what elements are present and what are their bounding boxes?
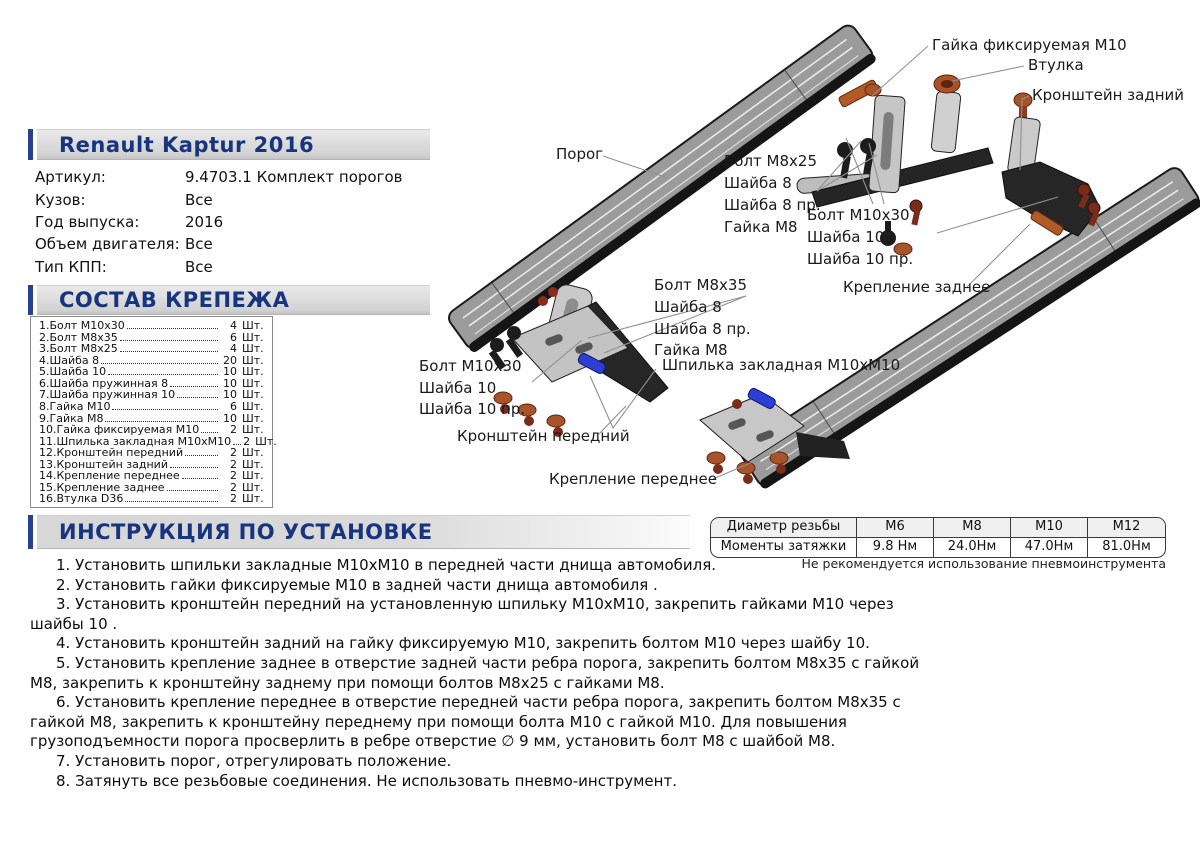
label-washer-8-spring: Шайба 8 пр. [724,196,821,214]
hardware-list [30,316,277,508]
part-qty: 4 [230,319,237,332]
step: 8. Затянуть все резьбовые соединения. Не использовать пневмо-инструмент. [56,771,677,790]
part-qty: 2 [230,457,237,471]
torque-value: 9.8 Нм [857,538,934,557]
torque-col-header: М6 [857,518,934,538]
rear-mount [1002,93,1100,236]
info-row [35,256,435,278]
label-washer-8-spring-front: Шайба 8 пр. [654,320,751,338]
part-qty: 20 [223,353,237,367]
dot-leader [177,397,218,398]
label-washer-10-spring-front: Шайба 10 пр. [419,400,526,418]
torque-value: 81.0Нм [1102,539,1151,554]
step: 2. Установить гайки фиксируемые М10 в задней части днища автомобиля . [56,575,658,594]
label-bolt-m8x35: Болт М8х35 [654,276,748,294]
part-qty: 10 [223,365,237,379]
label-rear-bracket: Кронштейн задний [1032,86,1185,104]
torque-value: 47.0Нм [1011,538,1088,557]
info-row [35,166,435,188]
part-unit: Шт. [242,446,264,460]
page-title: Renault Kaptur 2016 [59,132,315,157]
torque-value: 24.0Нм [934,538,1011,557]
part-unit: Шт. [242,353,264,367]
info-row [35,211,435,233]
instructions-title: ИНСТРУКЦИЯ ПО УСТАНОВКЕ [59,520,433,544]
blue-accent-stripe [28,285,33,315]
dot-leader [105,421,218,422]
info-value: Все [185,190,213,209]
part-name: 15.Крепление заднее [39,480,165,494]
part-qty: 10 [223,388,237,402]
part-qty: 6 [230,399,237,413]
part-name: 6.Шайба пружинная 8 [39,376,169,390]
dot-leader [170,386,218,387]
dot-leader [167,490,218,491]
part-unit: Шт. [242,411,264,425]
part-name: 8.Гайка М10 [39,399,111,413]
info-value: Все [185,257,213,276]
label-bolt-m8x25: Болт М8х25 [724,152,818,170]
label-embedded-stud: Шпилька закладная М10хМ10 [662,356,901,374]
part-name: 5.Шайба 10 [39,365,107,379]
step: 1. Установить шпильки закладные М10хМ10 в передней части днища автомобиля. [56,556,717,574]
part-name: 3.Болт М8х25 [39,342,118,356]
dot-leader [182,478,218,479]
info-value: 2016 [185,212,224,231]
torque-col-header: М10 [1011,518,1088,538]
dot-leader [127,328,218,329]
info-row [35,188,435,210]
label-rear-mount: Крепление заднее [843,278,991,296]
part-row [39,447,266,459]
dot-leader [120,351,218,352]
info-label: Тип КПП: [35,257,107,276]
dot-leader [120,340,218,341]
part-name: 7.Шайба пружинная 10 [39,388,176,402]
part-name: 11.Шпилька закладная М10хМ10 [39,434,232,448]
part-unit: Шт. [242,342,264,356]
label-bushing: Втулка [1028,56,1084,74]
vehicle-info [35,166,435,278]
part-name: 14.Крепление переднее [39,469,180,483]
part-name: 10.Гайка фиксируемая М10 [39,423,200,437]
info-label: Кузов: [35,190,86,209]
part-row [39,401,266,413]
info-value: Все [185,235,213,254]
instructions-header [28,515,690,549]
part-unit: Шт. [242,330,264,344]
info-label: Год выпуска: [35,212,140,231]
info-value: 9.4703.1 Комплект порогов [185,168,403,187]
part-row [39,320,266,332]
step: 4. Установить кронштейн задний на гайку фиксируемую М10, закрепить болтом М10 через шайбу 10. [56,634,870,653]
label-bolt-m10x30-front: Болт М10х30 [419,357,522,375]
part-qty: 6 [230,330,237,344]
part-unit: Шт. [242,376,264,390]
label-washer-8: Шайба 8 [724,174,792,192]
part-qty: 2 [230,480,237,494]
part-qty: 2 [230,446,237,460]
part-qty: 10 [223,376,237,390]
part-unit: Шт. [242,457,264,471]
label-front-bracket: Кронштейн передний [457,427,630,445]
part-name: 13.Кронштейн задний [39,457,168,471]
label-porog: Порог [556,145,604,163]
blue-accent-stripe [28,129,33,160]
info-label: Объем двигателя: [35,235,180,254]
part-name: 1.Болт М10х30 [39,319,125,332]
label-nut-m8: Гайка М8 [724,218,798,236]
label-washer-10-spring-rear: Шайба 10 пр. [807,250,914,268]
part-unit: Шт. [242,469,264,483]
part-unit: Шт. [255,434,277,448]
step: 3. Установить кронштейн передний на установленную шпильку М10хМ10, закрепить гайками М10 через шайбы 10 . [30,595,894,633]
part-qty: 2 [230,423,237,437]
dot-leader [185,455,218,456]
label-nut-m8-front: Гайка М8 [654,341,728,359]
torque-col-header: М8 [934,518,1011,538]
torque-col-header: Диаметр резьбы [711,518,857,538]
info-row [35,233,435,255]
part-qty: 2 [230,469,237,483]
blue-accent-stripe [28,515,33,549]
part-unit: Шт. [242,388,264,402]
model-header [28,129,430,160]
part-name: 12.Кронштейн передний [39,446,184,460]
hardware-title: СОСТАВ КРЕПЕЖА [59,288,290,312]
dot-leader [108,374,218,375]
dot-leader [112,409,218,410]
torque-col-header: М12 [1088,518,1165,538]
info-label: Артикул: [35,168,106,187]
dot-leader [233,444,241,445]
label-washer-10-rear: Шайба 10 [807,228,885,246]
dot-leader [101,363,218,364]
dot-leader [125,501,218,502]
part-name: 4.Шайба 8 [39,353,100,367]
torque-table [710,517,1166,558]
step: 5. Установить крепление заднее в отверстие задней части ребра порога, закрепить болтом М8х35 с гайкой М8, закрепить к кронштейну заднему при помощи болтов М8х25 с гайками М8. [30,653,920,692]
part-row [39,424,266,436]
part-qty: 4 [230,342,237,356]
label-washer-8-front: Шайба 8 [654,298,722,316]
part-unit: Шт. [242,480,264,494]
pneumatic-tool-note: Не рекомендуется использование пневмоинструмента [801,556,1166,571]
part-name: 9.Гайка М8 [39,411,104,425]
part-unit: Шт. [242,399,264,413]
part-qty: 2 [243,434,251,448]
torque-row-label: Моменты затяжки [711,538,857,557]
dot-leader [201,432,218,433]
part-unit: Шт. [242,423,264,437]
part-qty: 2 [230,492,237,506]
part-unit: Шт. [242,365,264,379]
part-name: 16.Втулка D36 [39,492,124,506]
installation-steps [30,556,942,791]
label-locking-nut-m10: Гайка фиксируемая М10 [932,36,1127,54]
hardware-header [28,285,430,315]
part-unit: Шт. [242,492,264,506]
label-washer-10-front: Шайба 10 [419,379,497,397]
step: 6. Установить крепление переднее в отверстие передней части ребра порога, закрепить болтом М8х35 с гайкой М8, закрепить к кронштейну переднему при помощи болта М10 с гайкой М10. Для повышения грузоподъемности порога просверлить в ребре отверстие ∅ 9 мм, установить болт М8 с шайбой М8. [30,693,901,751]
part-row [39,343,266,355]
part-qty: 10 [223,411,237,425]
part-row [39,493,266,505]
part-unit: Шт. [242,319,264,332]
label-bolt-m10x30-rear: Болт М10х30 [807,206,910,224]
dot-leader [170,467,218,468]
part-name: 2.Болт М8х35 [39,330,118,344]
step: 7. Установить порог, отрегулировать положение. [56,751,452,770]
label-front-mount: Крепление переднее [549,470,717,488]
